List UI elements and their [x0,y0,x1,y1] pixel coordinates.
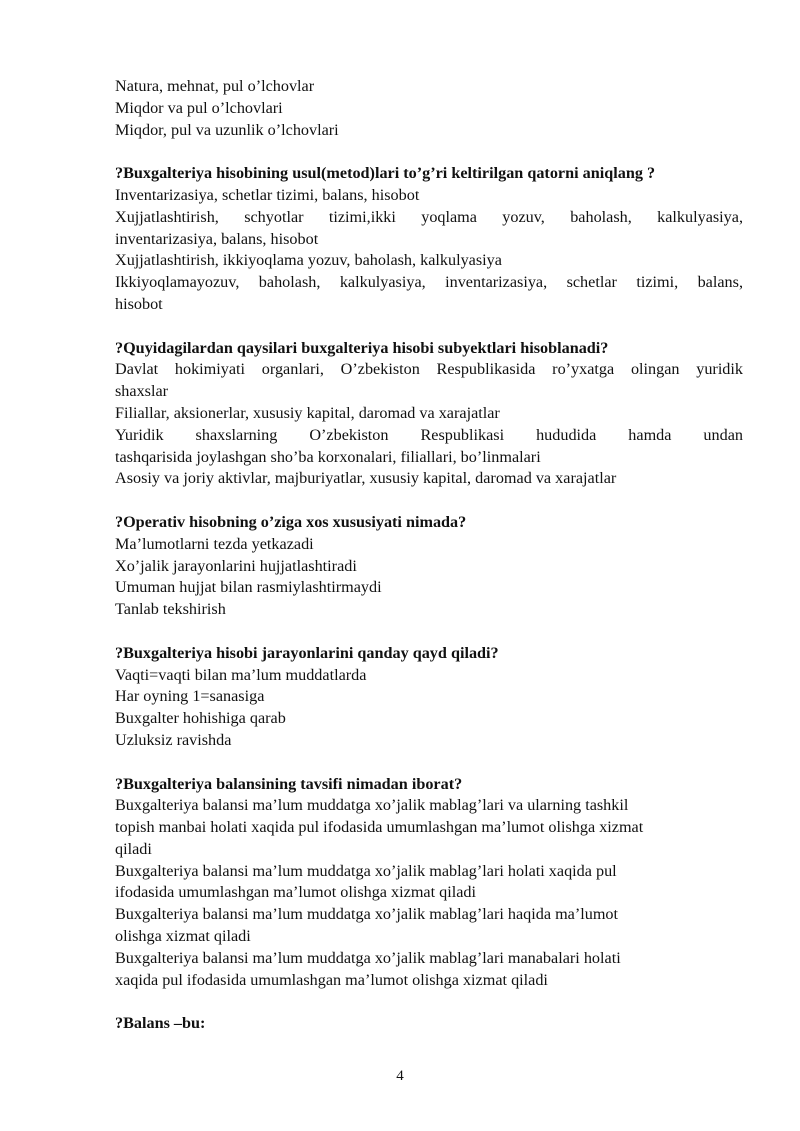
question-block [115,774,743,992]
answer-line: Yuridik shaxslarning O’zbekiston Respublikasi hududida hamda undan [115,425,743,444]
question-text: ?Buxgalteriya balansining tavsifi nimadan iborat? [115,774,463,793]
answer-line: Vaqti=vaqti bilan ma’lum muddatlarda [115,665,367,684]
option-line: Miqdor va pul o’lchovlari [115,98,283,117]
answer-line: Buxgalteriya balansi ma’lum muddatga xo’jalik mablag’lari haqida ma’lumot [115,905,619,924]
answer-line: Xujjatlashtirish, ikkiyoqlama yozuv, baholash, kalkulyasiya [115,251,502,270]
answer-line: xaqida pul ifodasida umumlashgan ma’lumot olishga xizmat qiladi [115,970,548,989]
option-line: Miqdor, pul va uzunlik o’lchovlari [115,120,339,139]
answer-line: Buxgalteriya balansi ma’lum muddatga xo’jalik mablag’lari va ularning tashkil [115,796,629,815]
answer-line: Har oyning 1=sanasiga [115,687,265,706]
answer-line: Filiallar, aksionerlar, xususiy kapital, daromad va xarajatlar [115,403,500,422]
answer-line: Umuman hujjat bilan rasmiylashtirmaydi [115,578,382,597]
question-block [115,163,743,316]
answer-line: hisobot [115,294,163,313]
answer-line: shaxslar [115,382,169,401]
answer-line: Ma’lumotlarni tezda yetkazadi [115,534,314,553]
answer-line: Xujjatlashtirish, schyotlar tizimi,ikki yoqlama yozuv, baholash, kalkulyasiya, [115,207,743,226]
question-block [115,338,743,491]
page-number: 4 [396,1068,404,1084]
question-text: ?Operativ hisobning o’ziga xos xususiyati nimada? [115,512,467,531]
answer-line: inventarizasiya, balans, hisobot [115,229,319,248]
answer-line: qiladi [115,839,152,858]
question-block [115,643,743,752]
answer-line: tashqarisida joylashgan sho’ba korxonalari, filiallari, bo’linmalari [115,447,541,466]
answer-line: Tanlab tekshirish [115,600,226,619]
option-line: Natura, mehnat, pul o’lchovlar [115,77,315,95]
answer-line: Buxgalteriya balansi ma’lum muddatga xo’jalik mablag’lari holati xaqida pul [115,861,617,880]
question-text: ?Buxgalteriya hisobining usul(metod)lari to’g’ri keltirilgan qatorni aniqlang ? [115,164,656,183]
answer-line: Inventarizasiya, schetlar tizimi, balans, hisobot [115,185,420,204]
question-text: ?Quyidagilardan qaysilari buxgalteriya hisobi subyektlari hisoblanadi? [115,338,609,357]
answer-line: Xo’jalik jarayonlarini hujjatlashtiradi [115,556,357,575]
answer-line: ifodasida umumlashgan ma’lumot olishga xizmat qiladi [115,883,477,902]
answer-line: Davlat hokimiyati organlari, O’zbekiston Respublikasida ro’yxatga olingan yuridik [115,360,743,379]
answer-line: topish manbai holati xaqida pul ifodasida umumlashgan ma’lumot olishga xizmat [115,818,644,837]
question-block [115,1013,743,1035]
top-options [115,76,743,141]
answer-line: Uzluksiz ravishda [115,730,232,749]
question-text: ?Buxgalteriya hisobi jarayonlarini qanday qayd qiladi? [115,643,499,662]
answer-line: Asosiy va joriy aktivlar, majburiyatlar, xususiy kapital, daromad va xarajatlar [115,469,617,488]
question-text: ?Balans –bu: [115,1014,206,1033]
answer-line: olishga xizmat qiladi [115,927,251,946]
document-page [115,76,743,1035]
answer-line: Ikkiyoqlamayozuv, baholash, kalkulyasiya, inventarizasiya, schetlar tizimi, balans, [115,273,743,292]
answer-line: Buxgalteriya balansi ma’lum muddatga xo’jalik mablag’lari manabalari holati [115,948,621,967]
answer-line: Buxgalter hohishiga qarab [115,709,286,728]
question-block [115,512,743,621]
